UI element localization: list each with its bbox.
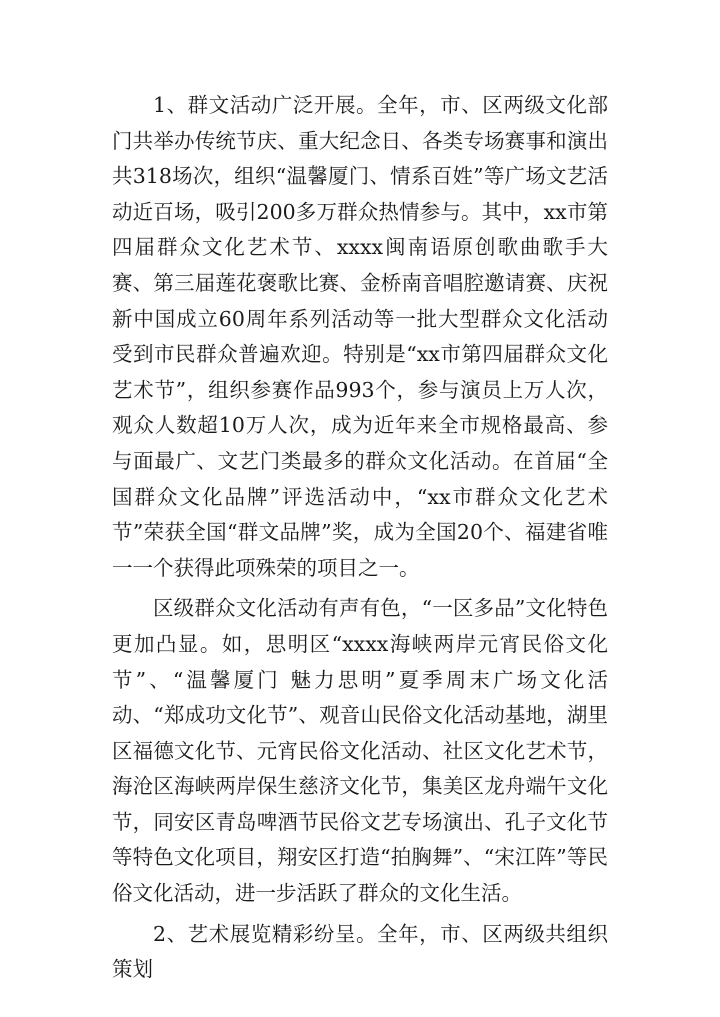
document-body xyxy=(112,88,608,988)
paragraph-mass-culture-activities: 1、群文活动广泛开展。全年，市、区两级文化部门共举办传统节庆、重大纪念日、各类专场赛事和演出共318场次，组织“温馨厦门、情系百姓”等广场文艺活动近百场，吸引200多万群众热情参与。其中，xx市第四届群众文化艺术节、xxxx闽南语原创歌曲歌手大赛、第三届莲花褒歌比赛、金桥南音唱腔邀请赛、庆祝新中国成立60周年系列活动等一批大型群众文化活动受到市民群众普遍欢迎。特别是“xx市第四届群众文化艺术节”，组织参赛作品993个，参与演员上万人次，观众人数超10万人次，成为近年来全市规格最高、参与面最广、文艺门类最多的群众文化活动。在首届“全国群众文化品牌”评选活动中，“xx市群众文化艺术节”荣获全国“群文品牌”奖，成为全国20个、福建省唯一一个获得此项殊荣的项目之一。 xyxy=(112,93,608,580)
paragraph-art-exhibitions: 2、艺术展览精彩纷呈。全年，市、区两级共组织策划 xyxy=(112,921,608,982)
paragraph-district-activities: 区级群众文化活动有声有色，“一区多品”文化特色更加凸显。如，思明区“xxxx海峡两岸元宵民俗文化节”、“温馨厦门 魅力思明”夏季周末广场文化活动、“郑成功文化节”、观音山民俗文化活动基地，湖里区福德文化节、元宵民俗文化活动、社区文化艺术节，海沧区海峡两岸保生慈济文化节，集美区龙舟端午文化节，同安区青岛啤酒节民俗文艺专场演出、孔子文化节等特色文化项目，翔安区打造“拍胸舞”、“宋江阵”等民俗文化活动，进一步活跃了群众的文化生活。 xyxy=(112,596,608,906)
